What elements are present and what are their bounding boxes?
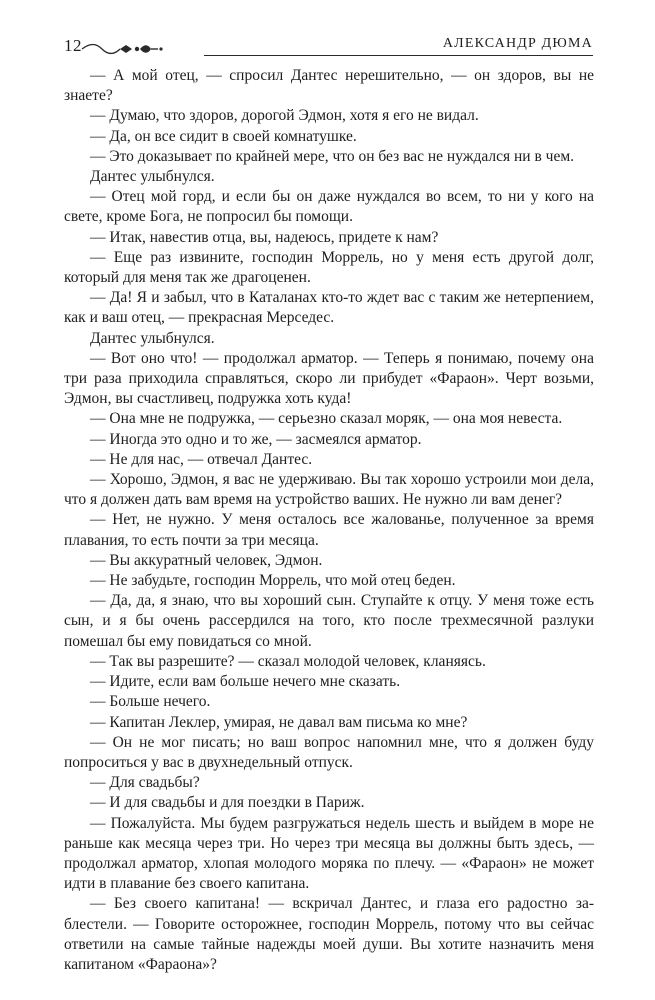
paragraph: — Он не мог писать; но ваш вопрос напомнил мне, что я должен буду попроситься у вас в двухнедельный отпуск. (64, 733, 594, 771)
paragraph: — И для свадьбы и для поездки в Париж. (90, 794, 365, 812)
paragraph: — Это доказывает по крайней мере, что он без вас не нуждался ни в чем. (90, 147, 575, 165)
paragraph: — Без своего капитана! — вскричал Дантес, и глаза его радостно заблестели. — Говорите осторожнее, господин Моррель, потому что вы сейчас ответили на самые тайные надежды моей души. Вы хотите назначить меня капитаном «Фараона»? (64, 895, 594, 973)
page-header (64, 34, 593, 62)
running-title: АЛЕКСАНДР ДЮМА (442, 36, 593, 51)
paragraph: — Хорошо, Эдмон, я вас не удерживаю. Вы так хорошо устроили мои дела, что я должен дать вам время на устройство ваших. Не нужно ли вам денег? (64, 471, 594, 509)
paragraph: — Для свадьбы? (90, 774, 200, 792)
paragraph: Дантес улыбнулся. (90, 329, 215, 347)
paragraph: — Вот оно что! — продолжал арматор. — Теперь я понимаю, почему она три раза приходила справляться, скоро ли прибудет «Фараон». Черт возьми, Эдмон, вы счастливец, подружка хоть куда! (64, 349, 594, 408)
paragraph: — Нет, не нужно. У меня осталось все жалованье, полученное за время плавания, то есть почти за три месяца. (64, 511, 594, 549)
paragraph: — Так вы разрешите? — сказал молодой человек, кланяясь. (90, 652, 486, 670)
paragraph: — Да, он все сидит в своей комнатушке. (90, 127, 357, 145)
header-rule (204, 55, 593, 56)
paragraph: — Не забудьте, господин Моррель, что мой отец беден. (90, 572, 456, 590)
paragraph: — Еще раз извините, господин Моррель, но у меня есть другой долг, который для меня так же драгоценен. (64, 248, 594, 287)
paragraph: — Да! Я и забыл, что в Каталанах кто-то ждет вас с таким же нетерпением, как и ваш отец, — прекрасная Мерседес. (64, 289, 594, 327)
page-body (64, 66, 594, 975)
paragraph: — Больше нечего. (90, 693, 211, 711)
paragraph: — Иногда это одно и то же, — засмеялся арматор. (90, 430, 422, 448)
paragraph: — Пожалуйста. Мы будем разгружаться недель шесть и выйдем в море не раньше как месяца через три. Но через три месяца вы должны быть здесь, — продолжал арматор, хлопая молодого моряка по плечу. — «Фараон» не может идти в плавание без своего капитана. (64, 814, 594, 893)
paragraph: — Она мне не подружка, — серьезно сказал моряк, — она моя невеста. (90, 410, 563, 428)
paragraph: — А мой отец, — спросил Дантес нерешительно, — он здоров, вы не знаете? (64, 67, 594, 105)
paragraph: — Идите, если вам больше нечего мне сказать. (90, 673, 401, 691)
paragraph: — Да, да, я знаю, что вы хороший сын. Ступайте к отцу. У меня тоже есть сын, и я бы очень рассердился на того, кто после трехмесячной разлуки помешал бы ему повидаться со мной. (64, 592, 594, 650)
page-number: 12 (64, 36, 82, 55)
paragraph: — Думаю, что здоров, дорогой Эдмон, хотя я его не видал. (90, 107, 479, 125)
paragraph: — Капитан Леклер, умирая, не давал вам письма ко мне? (90, 713, 468, 731)
paragraph: — Отец мой горд, и если бы он даже нуждался во всем, то ни у кого на свете, кроме Бога, не попросил бы помощи. (64, 188, 594, 226)
ornament-flourish-icon (80, 40, 210, 58)
paragraph: — Не для нас, — отвечал Дантес. (90, 450, 313, 468)
paragraph: — Итак, навестив отца, вы, надеюсь, придете к нам? (90, 228, 439, 246)
paragraph: Дантес улыбнулся. (90, 168, 215, 186)
paragraph: — Вы аккуратный человек, Эдмон. (90, 551, 323, 569)
